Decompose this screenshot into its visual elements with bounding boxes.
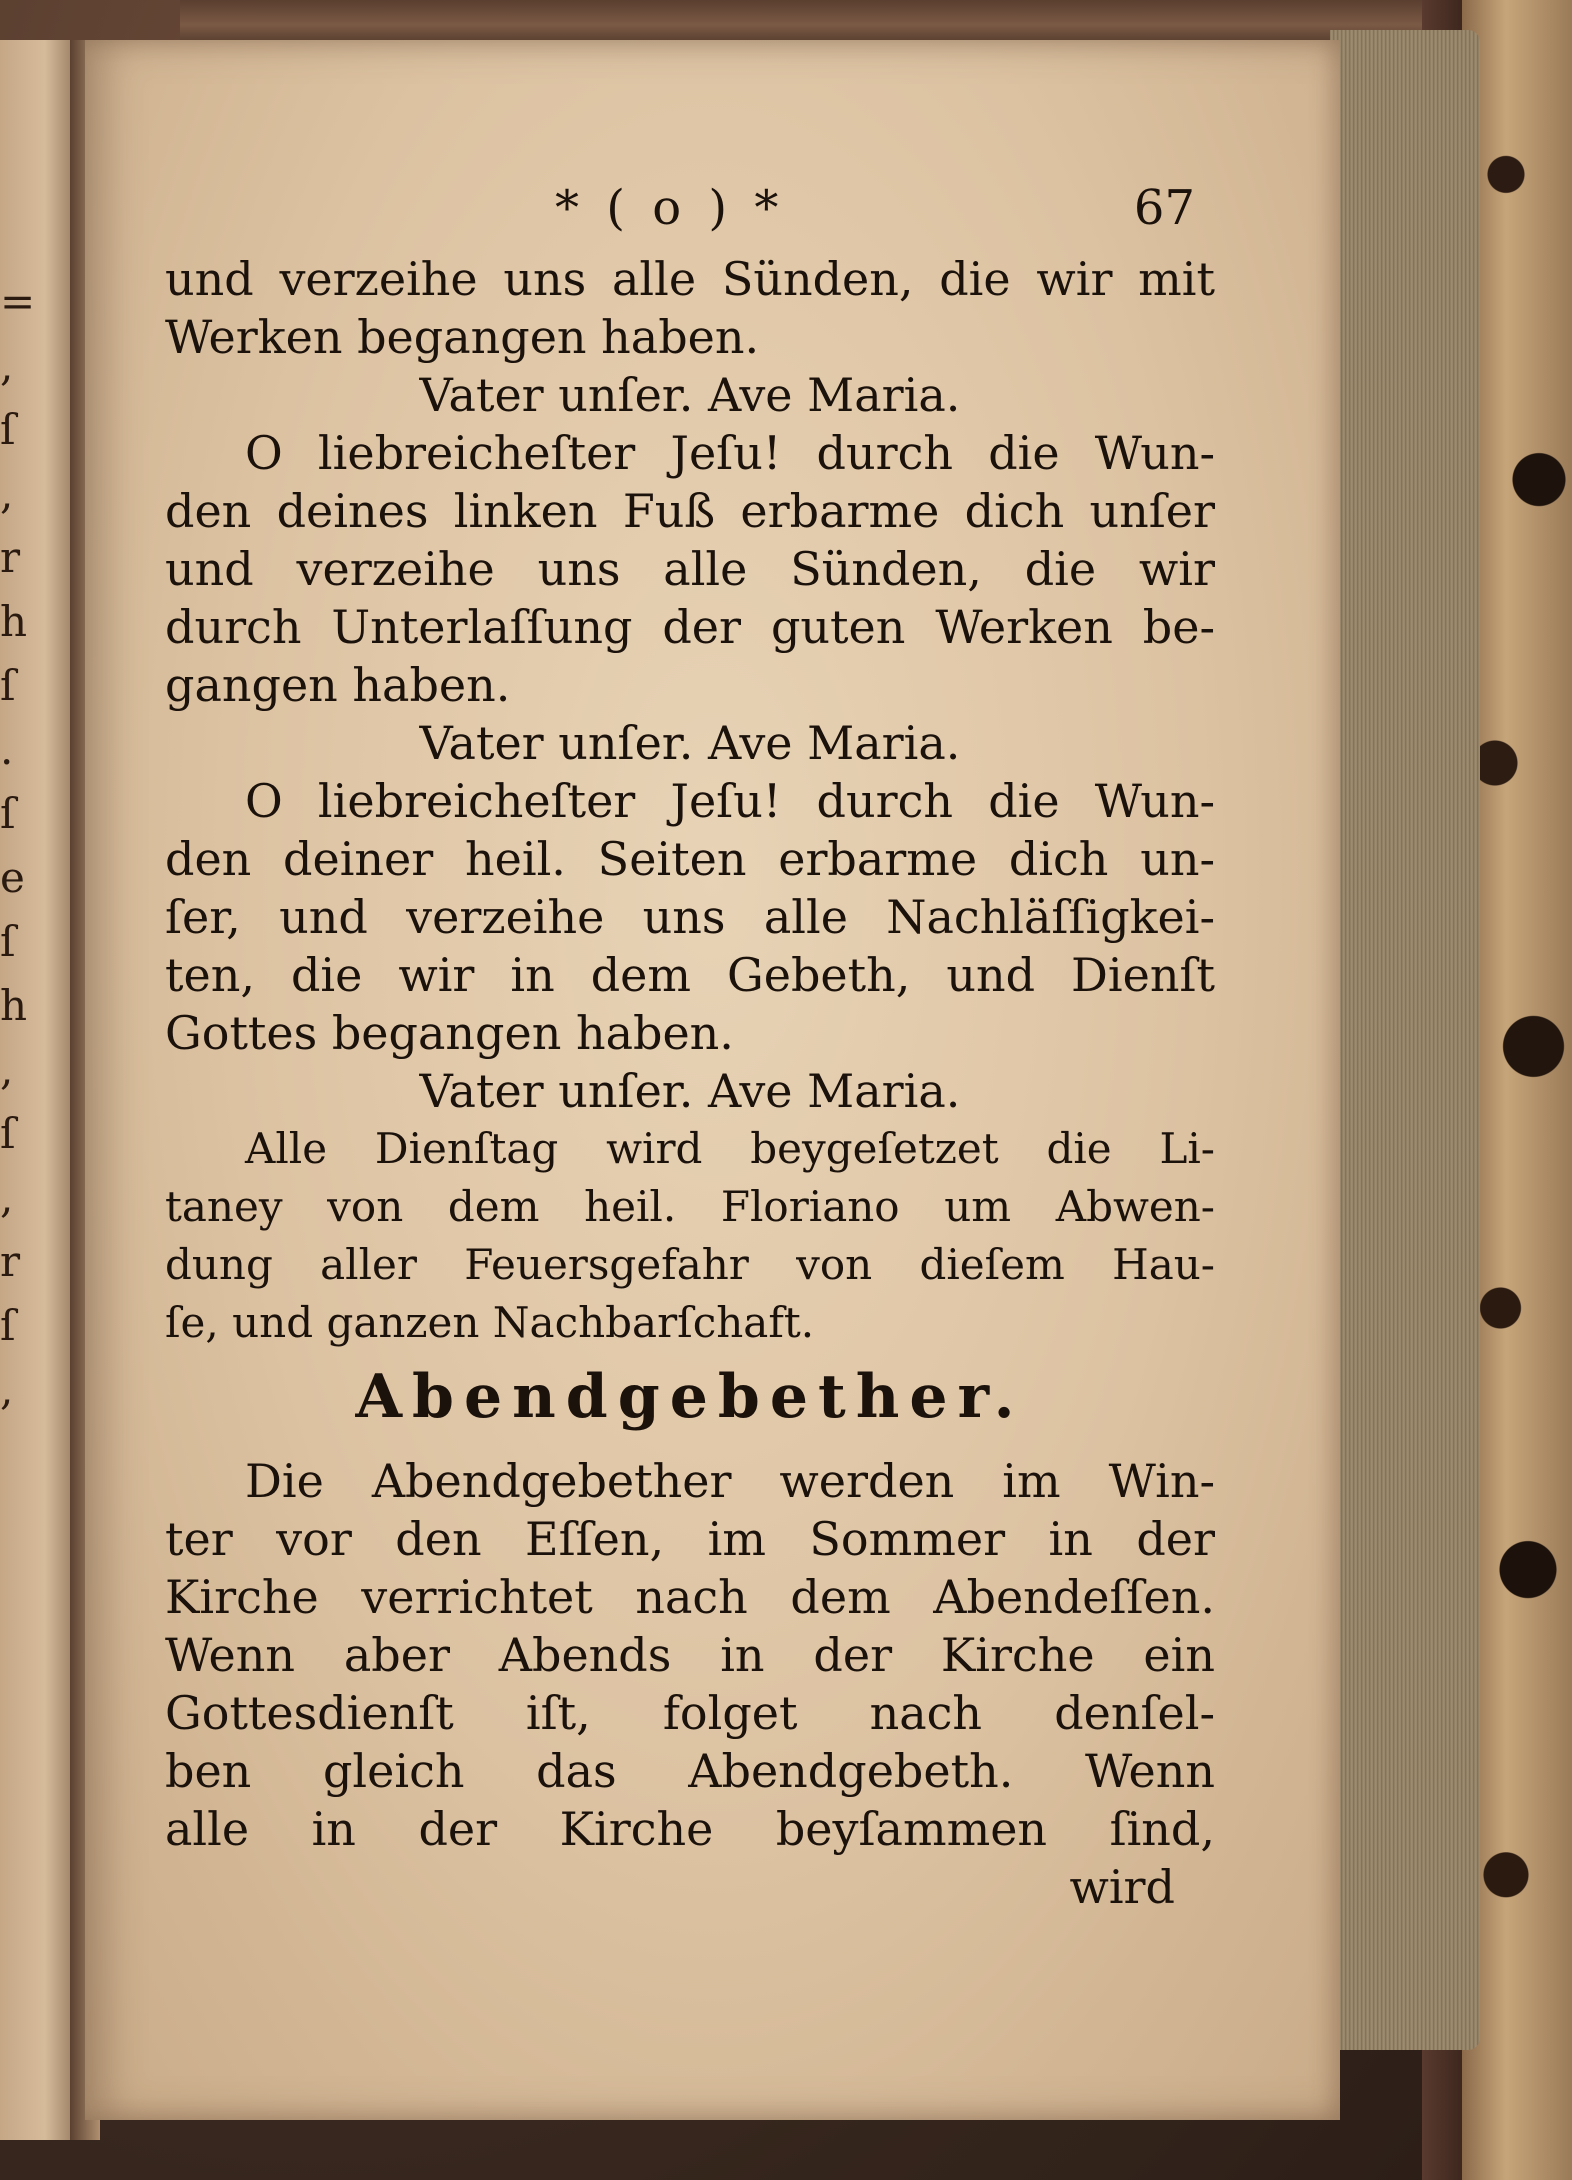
text-line: Werken begangen haben. <box>165 310 760 364</box>
section-heading: Abendgebether. <box>355 1362 1025 1432</box>
text-line: durch Unterlaſſung der guten Werken be- <box>165 600 1215 654</box>
text-line: und verzeihe uns alle Sünden, die wir <box>165 542 1215 596</box>
left-fragment: r <box>0 1237 21 1286</box>
left-fragment: , <box>0 1365 14 1414</box>
text-line: ter vor den Eſſen, im Sommer in der <box>165 1512 1215 1566</box>
left-fragment: ſ <box>0 789 16 838</box>
left-fragment: h <box>0 981 28 1030</box>
catchword: wird <box>1069 1860 1175 1914</box>
left-fragment: ſ <box>0 661 16 710</box>
text-line: dung aller Feuersgefahr von dieſem Hau- <box>165 1240 1215 1289</box>
prayer-line: Vater unſer. Ave Maria. <box>419 1064 961 1118</box>
running-head <box>165 180 1215 250</box>
left-fragment: ſ <box>0 1109 16 1158</box>
left-fragment: , <box>0 1173 14 1222</box>
text-line: ten, die wir in dem Gebeth, und Dienſt <box>165 948 1215 1002</box>
text-line: Gottesdienſt iſt, folget nach denſel- <box>165 1686 1215 1740</box>
text-line: ſe, und ganzen Nachbarſchaft. <box>165 1298 815 1347</box>
text-line: alle in der Kirche beyſammen ſind, <box>165 1802 1215 1856</box>
text-line: Kirche verrichtet nach dem Abendeſſen. <box>165 1570 1215 1624</box>
left-fragment: . <box>0 725 14 774</box>
page-fore-edge <box>1330 30 1480 2050</box>
text-line: den deines linken Fuß erbarme dich unſer <box>165 484 1215 538</box>
left-fragment: ſ <box>0 405 16 454</box>
left-fragment: ſ <box>0 1301 16 1350</box>
text-line: gangen haben. <box>165 658 511 712</box>
left-fragment: , <box>0 469 14 518</box>
text-line: taney von dem heil. Floriano um Abwen- <box>165 1182 1215 1231</box>
text-line: ben gleich das Abendgebeth. Wenn <box>165 1744 1215 1798</box>
text-line: O liebreicheſter Jeſu! durch die Wun- <box>245 426 1215 480</box>
left-fragment: ſ <box>0 917 16 966</box>
text-line: Gottes begangen haben. <box>165 1006 734 1060</box>
text-line: ſer, und verzeihe uns alle Nachläſſigkei- <box>165 890 1215 944</box>
page-number: 67 <box>1133 180 1195 236</box>
text-line: O liebreicheſter Jeſu! durch die Wun- <box>245 774 1215 828</box>
prayer-line: Vater unſer. Ave Maria. <box>419 716 961 770</box>
left-fragment: = <box>0 277 36 326</box>
text-line: Alle Dienſtag wird beygeſetzet die Li- <box>245 1124 1215 1173</box>
header-ornament: * ( o ) * <box>555 180 785 236</box>
left-fragment: , <box>0 1045 14 1094</box>
right-page <box>85 40 1340 2120</box>
text-line: und verzeihe uns alle Sünden, die wir mit <box>165 252 1215 306</box>
page-text-block <box>165 180 1215 1916</box>
left-fragment: r <box>0 533 21 582</box>
left-fragment: h <box>0 597 28 646</box>
text-line: den deiner heil. Seiten erbarme dich un- <box>165 832 1215 886</box>
text-line: Die Abendgebether werden im Win- <box>245 1454 1215 1508</box>
text-line: Wenn aber Abends in der Kirche ein <box>165 1628 1215 1682</box>
left-page-fragments <box>0 270 40 1422</box>
prayer-line: Vater unſer. Ave Maria. <box>419 368 961 422</box>
left-fragment: , <box>0 341 14 390</box>
left-fragment: e <box>0 853 25 902</box>
